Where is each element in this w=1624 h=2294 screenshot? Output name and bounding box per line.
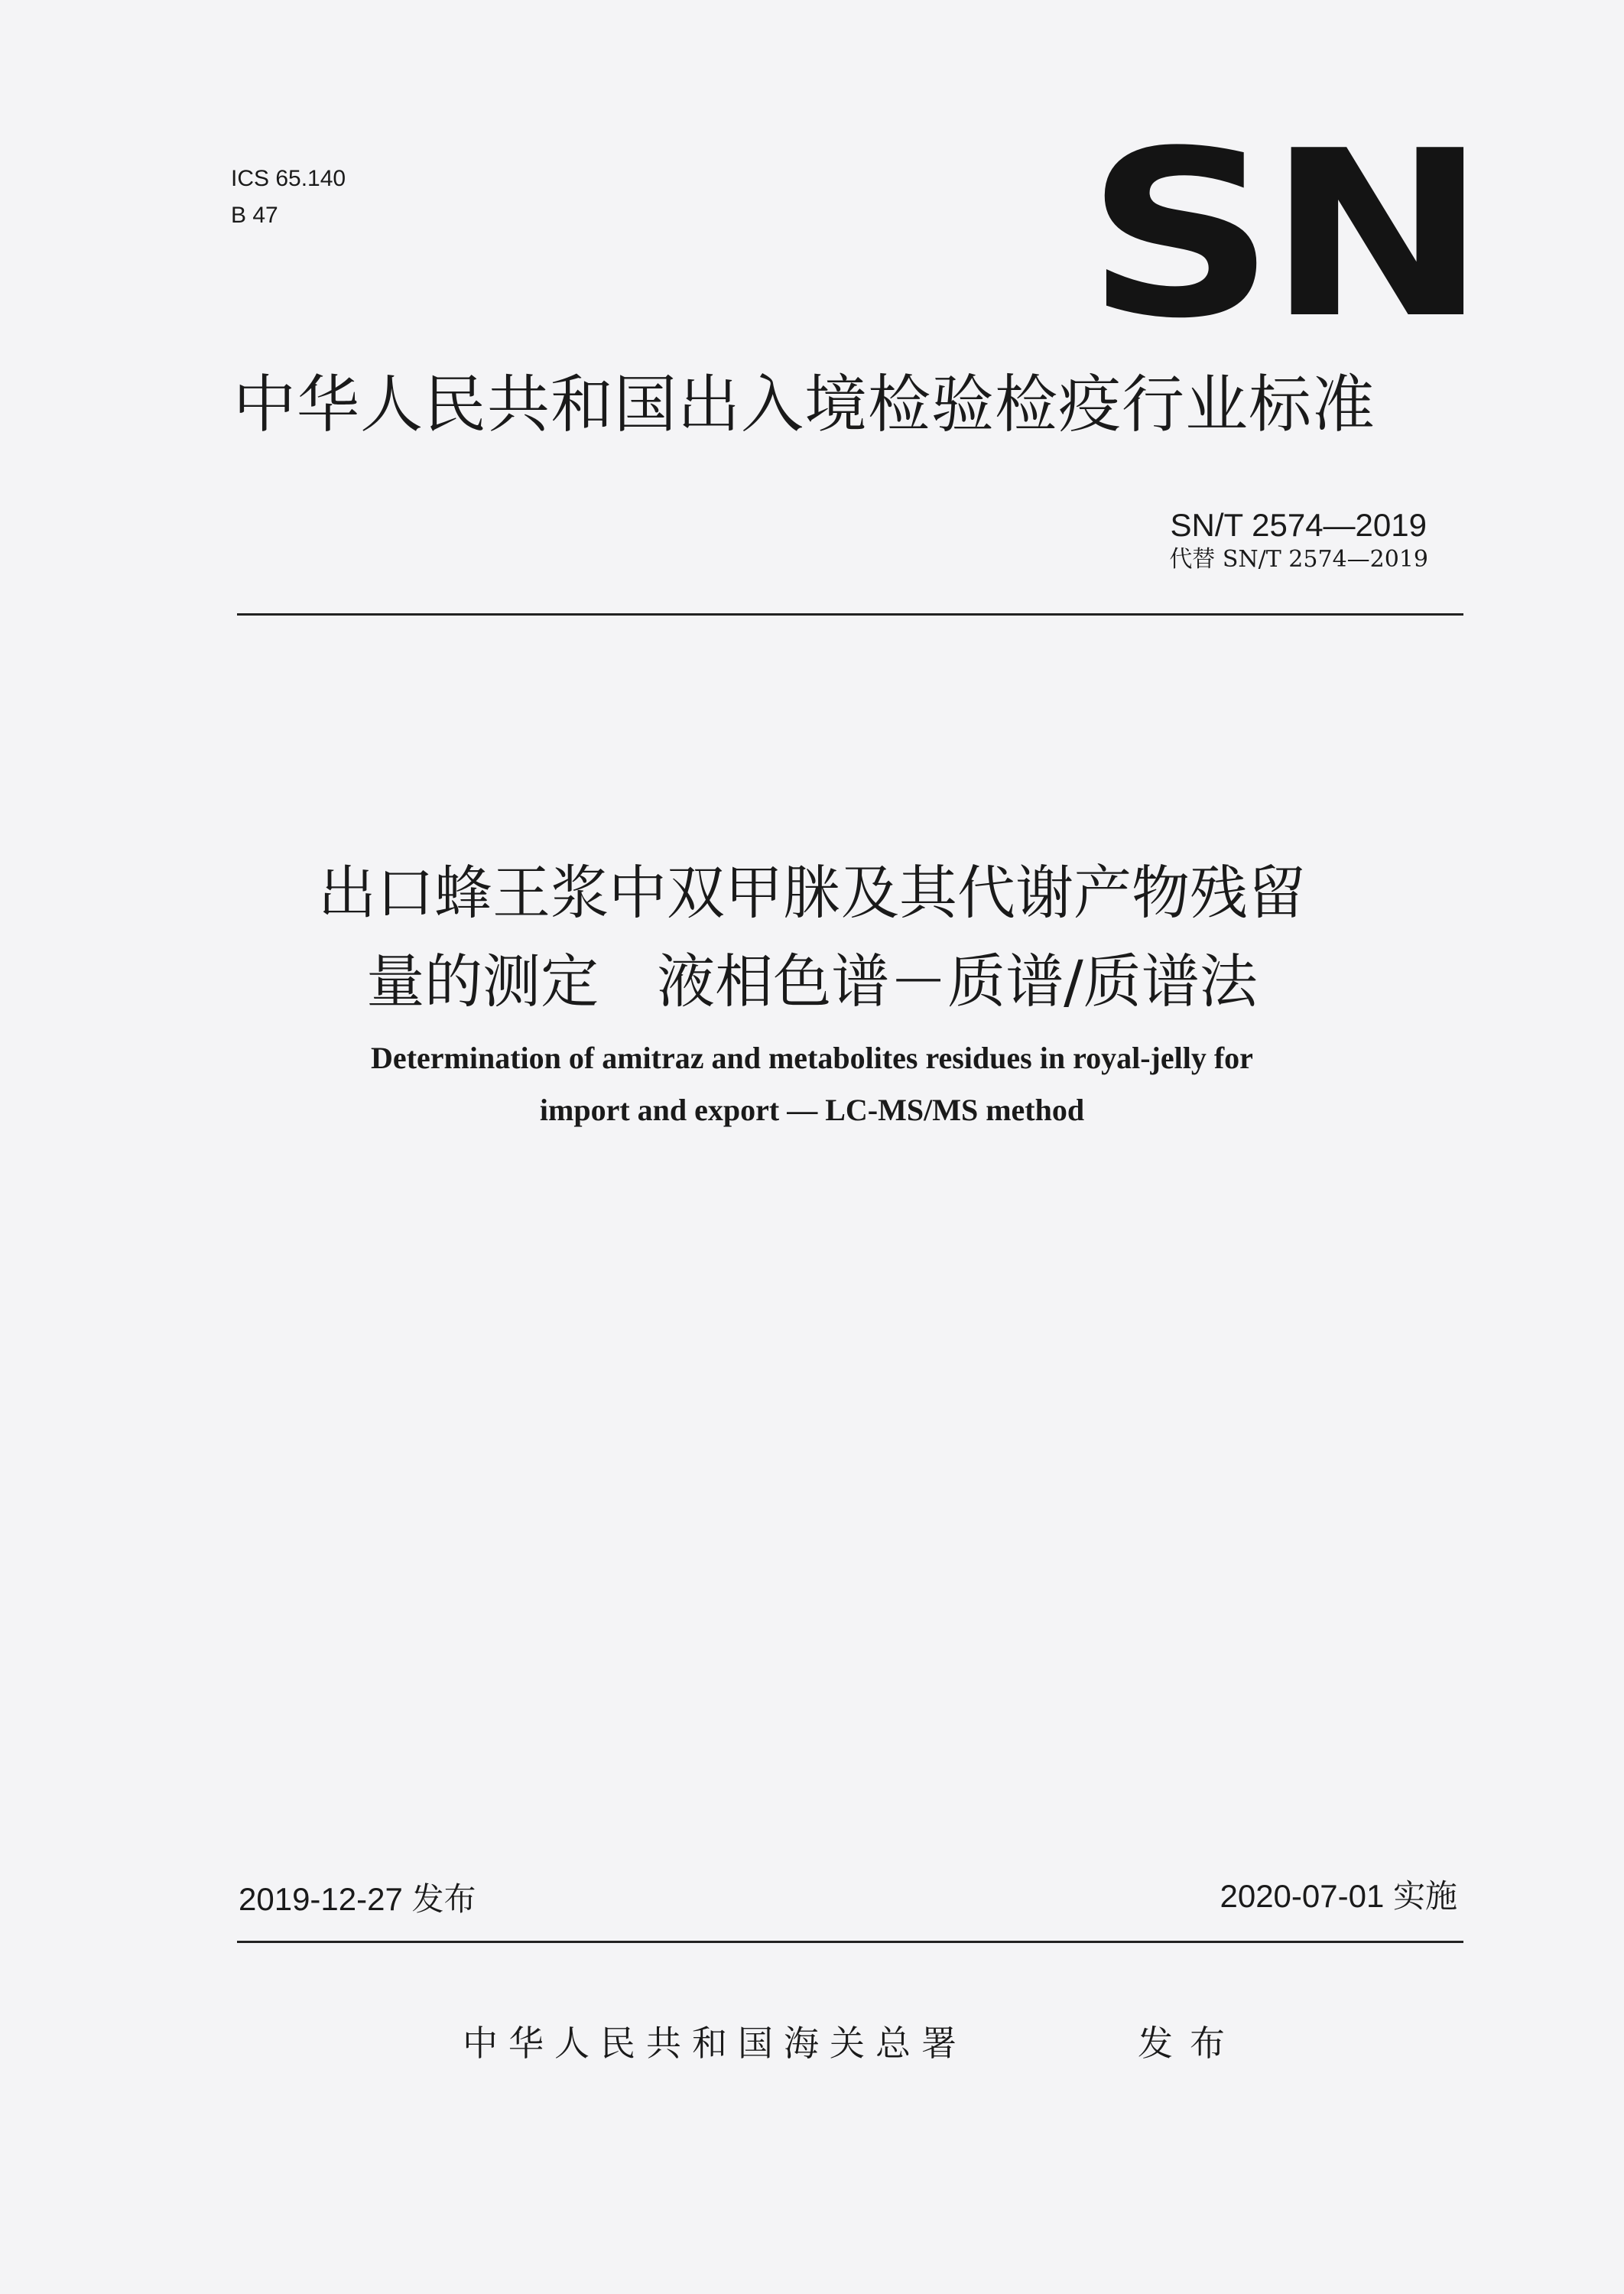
chinese-title-line-2: 量的测定 液相色谱－质谱/质谱法	[366, 947, 1258, 1015]
publisher-name: 中华人民共和国海关总署	[463, 2023, 967, 2064]
top-divider	[237, 613, 1463, 616]
sn-logo: SN	[1086, 102, 1479, 369]
publication-date: 2019-12-27 发布	[239, 1881, 476, 1917]
ics-code: ICS 65.140	[231, 166, 346, 191]
standard-number: SN/T 2574—2019	[1170, 507, 1427, 543]
chinese-title	[200, 849, 1424, 1026]
bottom-divider	[237, 1941, 1463, 1943]
classification-codes	[231, 161, 346, 234]
publish-label: 发布	[1138, 2023, 1242, 2064]
english-title-line-2: import and export — LC-MS/MS method	[539, 1093, 1085, 1127]
chinese-title-line-1: 出口蜂王浆中双甲脒及其代谢产物残留	[318, 859, 1306, 927]
ccs-code: B 47	[231, 203, 278, 228]
english-title	[200, 1032, 1424, 1136]
implementation-date: 2020-07-01 实施	[1220, 1878, 1457, 1914]
replaces-standard: 代替 SN/T 2574—2019	[1169, 546, 1428, 573]
english-title-line-1: Determination of amitraz and metabolites residues in royal-jelly for	[371, 1041, 1253, 1075]
organization-title: 中华人民共和国出入境检验检疫行业标准	[233, 369, 1376, 441]
